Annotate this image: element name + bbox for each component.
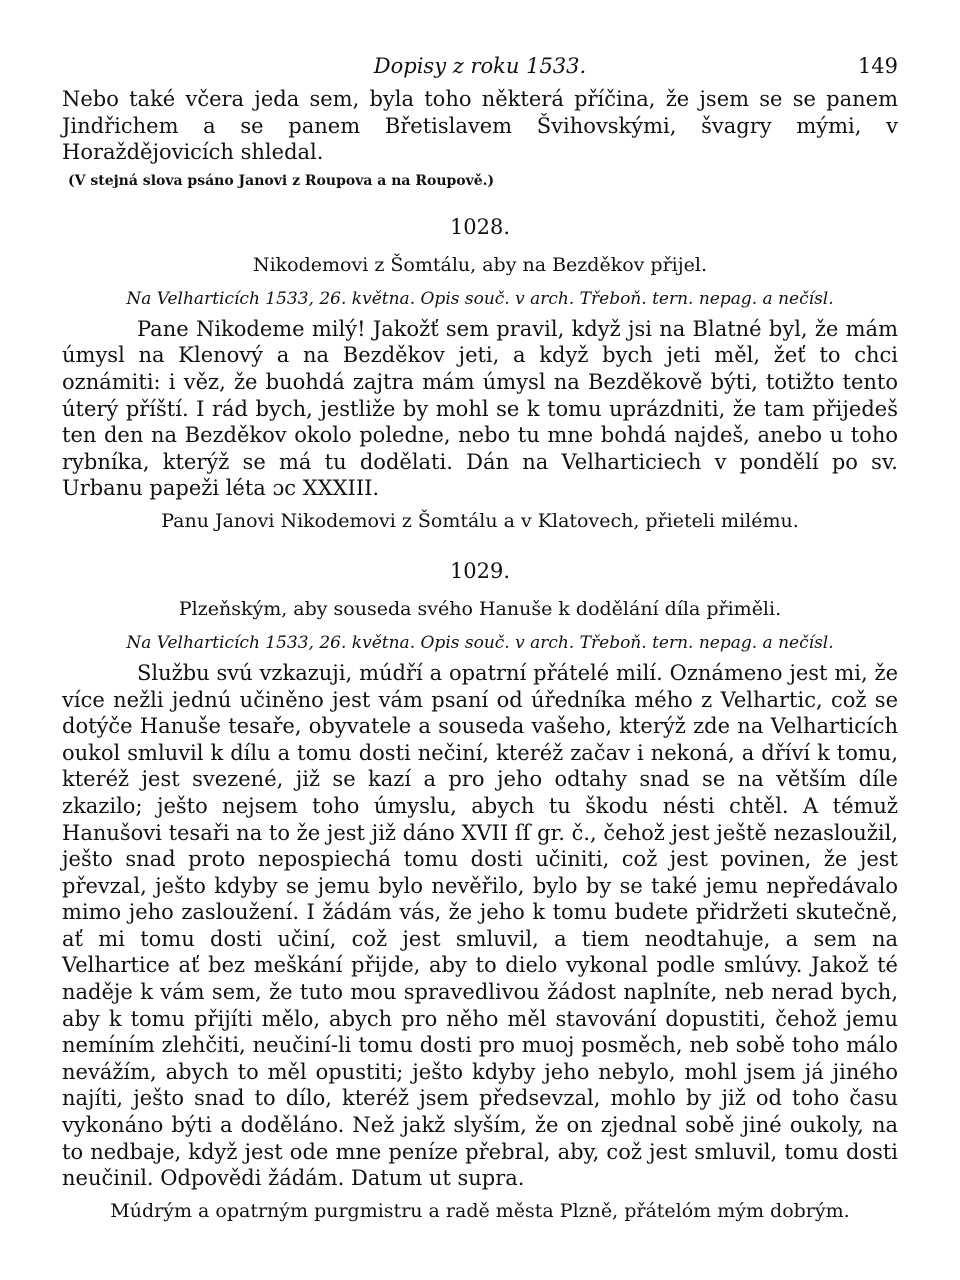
letter-address: Múdrým a opatrným purgmistru a radě města Plzně, přátelóm mým dobrým. — [110, 1199, 850, 1222]
letter-1029 — [62, 558, 898, 1226]
intro-paragraph: Nebo také včera jeda sem, byla toho některá příčina, že jsem se se panem Jindřichem a se panem Břetislavem Švihovskými, švagry mými, v Horaždějovicích shledal. — [62, 87, 898, 165]
letter-address: Panu Janovi Nikodemovi z Šomtálu a v Klatovech, přieteli milému. — [161, 509, 799, 532]
letter-body: Službu svú vzkazuji, múdří a opatrní přátelé milí. Oznámeno jest mi, že více nežli jednú učiněno jest vám psaní od úředníka mého z Velhartic, což se dotýče Hanuše tesaře, obyvatele a souseda vašeho, kterýž zde na Velharticích oukol smluvil k dílu a tomu dosti nečiní, kteréž začav i nekoná, a dříví k tomu, kteréž jest svezené, již se kazí a pro jeho odtahy snad se na větším díle zkazilo; ješto nejsem toho úmyslu, abych tu škodu nésti chtěl. A témuž Hanušovi tesaři na to že jest již dáno XVII ſſ gr. č., čehož jest ještě nezasloužil, ješto snad proto nepospiechá tomu dosti učiniti, což jest povinen, že jest převzal, ješto kdyby se jemu bylo nevěřilo, bylo by se také jemu nepředávalo mimo jeho zasloužení. I žádám vás, že jeho k tomu budete přidržeti skutečně, ať mi tomu dosti učiní, což jest smluvil, a tiem neodtahuje, a sem na Velhartice ať bez meškání přijde, aby to dielo vykonal podle smlúvy. Jakož té naděje k vám sem, že tuto mou spravedlivou žádost naplníte, neb nerad bych, aby k tomu přijíti mělo, abych pro něho měl stavování dopustiti, čehož jemu nemíním zlehčiti, neučiní-li tomu dosti pro muoj posměch, neb sobě toho málo nevážím, abych to měl opustiti; ješto kdyby jeho nebylo, mohl jsem já jiného najíti, ješto snad to dílo, kteréž jsem předsevzal, mohlo by již od toho času vykonáno býti a doděláno. Než jakž slyším, že on zjednal sobě jiné oukoly, na to nedbaje, když jest ode mne peníze přebral, aby, což jest smluvil, tomu dosti neučinil. Odpovědi žádám. Datum ut supra. — [62, 660, 898, 1191]
running-title: Dopisy z roku 1533. — [373, 54, 587, 78]
letter-1028 — [62, 214, 898, 536]
letter-source: Na Velharticích 1533, 26. května. Opis souč. v arch. Třeboň. tern. nepag. a nečísl. — [126, 288, 834, 309]
letter-body: Pane Nikodeme milý! Jakožť sem pravil, když jsi na Blatné byl, že mám úmysl na Klenový a na Bezděkov jeti, a když bych jeti měl, žeť to chci oznámiti: i věz, že buohdá zajtra mám úmysl na Bezděkově býti, totižto tento úterý příští. I rád bych, jestliže by mohl se k tomu uprázdniti, že tam přijedeš ten den na Bezděkov okolo poledne, nebo tu mne bohdá najdeš, anebo u toho rybníka, kterýž se má tu dodělati. Dán na Velharticiech v pondělí po sv. Urbanu papeži léta ɔc XXXIII. — [62, 316, 898, 501]
document-page — [62, 54, 898, 1226]
page-number: 149 — [857, 54, 898, 78]
letter-title: Plzeňským, aby souseda svého Hanuše k dodělání díla přiměli. — [178, 597, 782, 620]
page-header — [62, 54, 898, 84]
letter-source: Na Velharticích 1533, 26. května. Opis souč. v arch. Třeboň. tern. nepag. a nečísl. — [126, 632, 834, 653]
letter-number: 1028. — [449, 214, 511, 239]
editorial-note: (V stejná slova psáno Janovi z Roupova a na Roupově.) — [68, 172, 495, 189]
letter-number: 1029. — [449, 558, 511, 583]
letter-title: Nikodemovi z Šomtálu, aby na Bezděkov přijel. — [252, 253, 708, 276]
